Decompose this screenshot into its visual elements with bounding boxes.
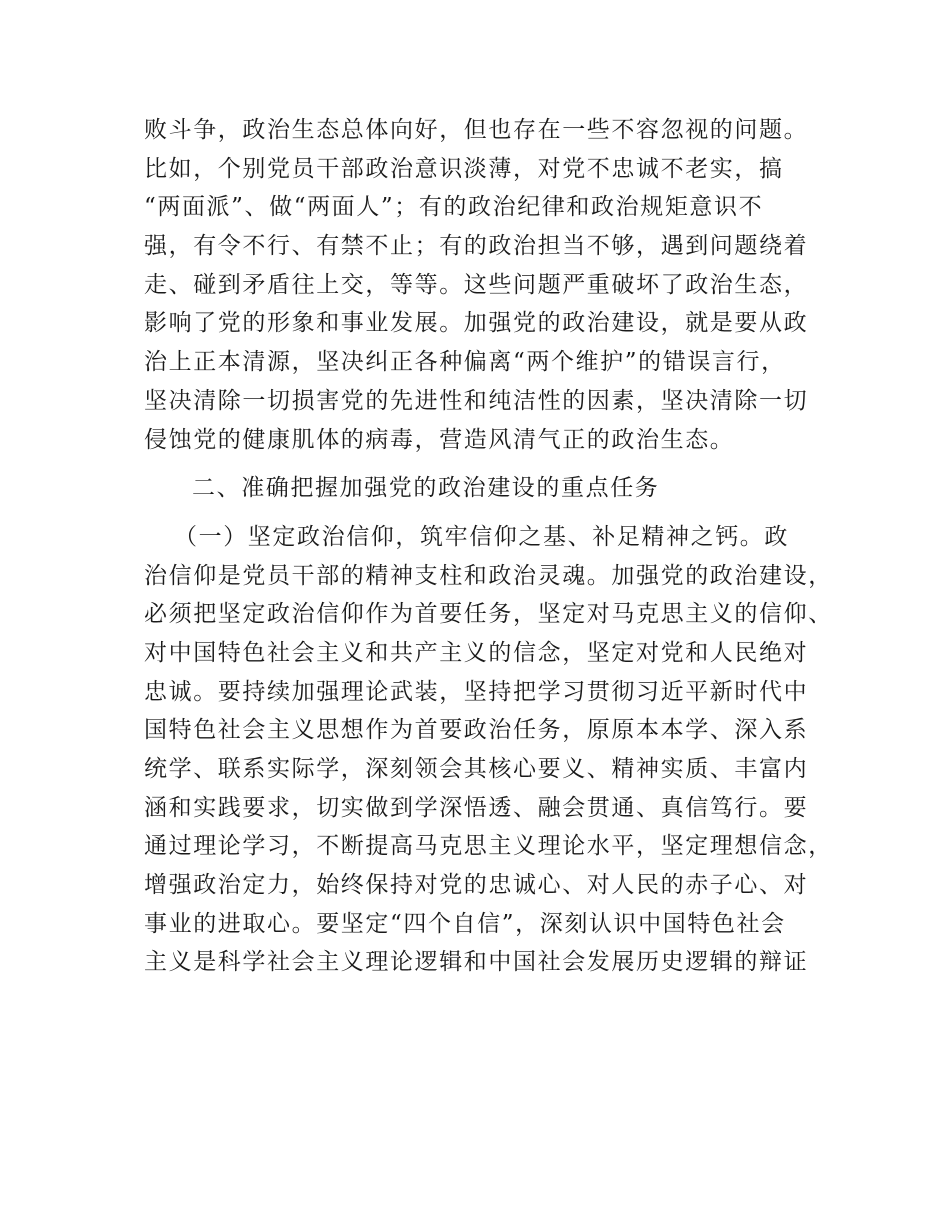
body-line-6: 影响了党的形象和事业发展。加强党的政治建设，就是要从政 (144, 310, 809, 337)
section-line-12: 主义是科学社会主义理论逻辑和中国社会发展历史逻辑的辩证 (144, 949, 809, 976)
body-line-2: 比如，个别党员干部政治意识淡薄，对党不忠诚不老实，搞 (144, 155, 784, 182)
section-line-2: 治信仰是党员干部的精神支柱和政治灵魂。加强党的政治建设， (144, 562, 833, 589)
section-line-9: 通过理论学习，不断提高马克思主义理论水平，坚定理想信念， (144, 833, 833, 860)
body-line-3: “两面派”、做“两面人”；有的政治纪律和政治规矩意识不 (144, 194, 764, 221)
section-line-8: 涵和实践要求，切实做到学深悟透、融会贯通、真信笃行。要 (144, 794, 809, 821)
section-line-11: 事业的进取心。要坚定“四个自信”，深刻认识中国特色社会 (144, 910, 786, 937)
body-line-5: 走、碰到矛盾往上交，等等。这些问题严重破坏了政治生态， (144, 271, 809, 298)
section-heading: 二、准确把握加强党的政治建设的重点任务 (192, 475, 660, 502)
section-line-3: 必须把坚定政治信仰作为首要任务，坚定对马克思主义的信仰、 (144, 601, 833, 628)
body-line-9: 侵蚀党的健康肌体的病毒，营造风清气正的政治生态。 (144, 426, 735, 453)
section-line-5: 忠诚。要持续加强理论武装，坚持把学习贯彻习近平新时代中 (144, 678, 809, 705)
document-body (144, 111, 833, 982)
section-line-7: 统学、联系实际学，深刻领会其核心要义、精神实质、丰富内 (144, 756, 809, 782)
body-line-7: 治上正本清源，坚决纠正各种偏离“两个维护”的错误言行， (144, 349, 786, 376)
section-line-4: 对中国特色社会主义和共产主义的信念，坚定对党和人民绝对 (144, 639, 809, 666)
body-line-1: 败斗争，政治生态总体向好，但也存在一些不容忽视的问题。 (144, 117, 809, 143)
section-line-1: （一）坚定政治信仰，筑牢信仰之基、补足精神之钙。政 (174, 523, 789, 550)
body-line-8: 坚决清除一切损害党的先进性和纯洁性的因素，坚决清除一切 (144, 387, 809, 414)
section-line-6: 国特色社会主义思想作为首要政治任务，原原本本学、深入系 (144, 717, 809, 744)
section-line-10: 增强政治定力，始终保持对党的忠诚心、对人民的赤子心、对 (144, 872, 809, 899)
body-line-4: 强，有令不行、有禁不止；有的政治担当不够，遇到问题绕着 (144, 233, 809, 260)
